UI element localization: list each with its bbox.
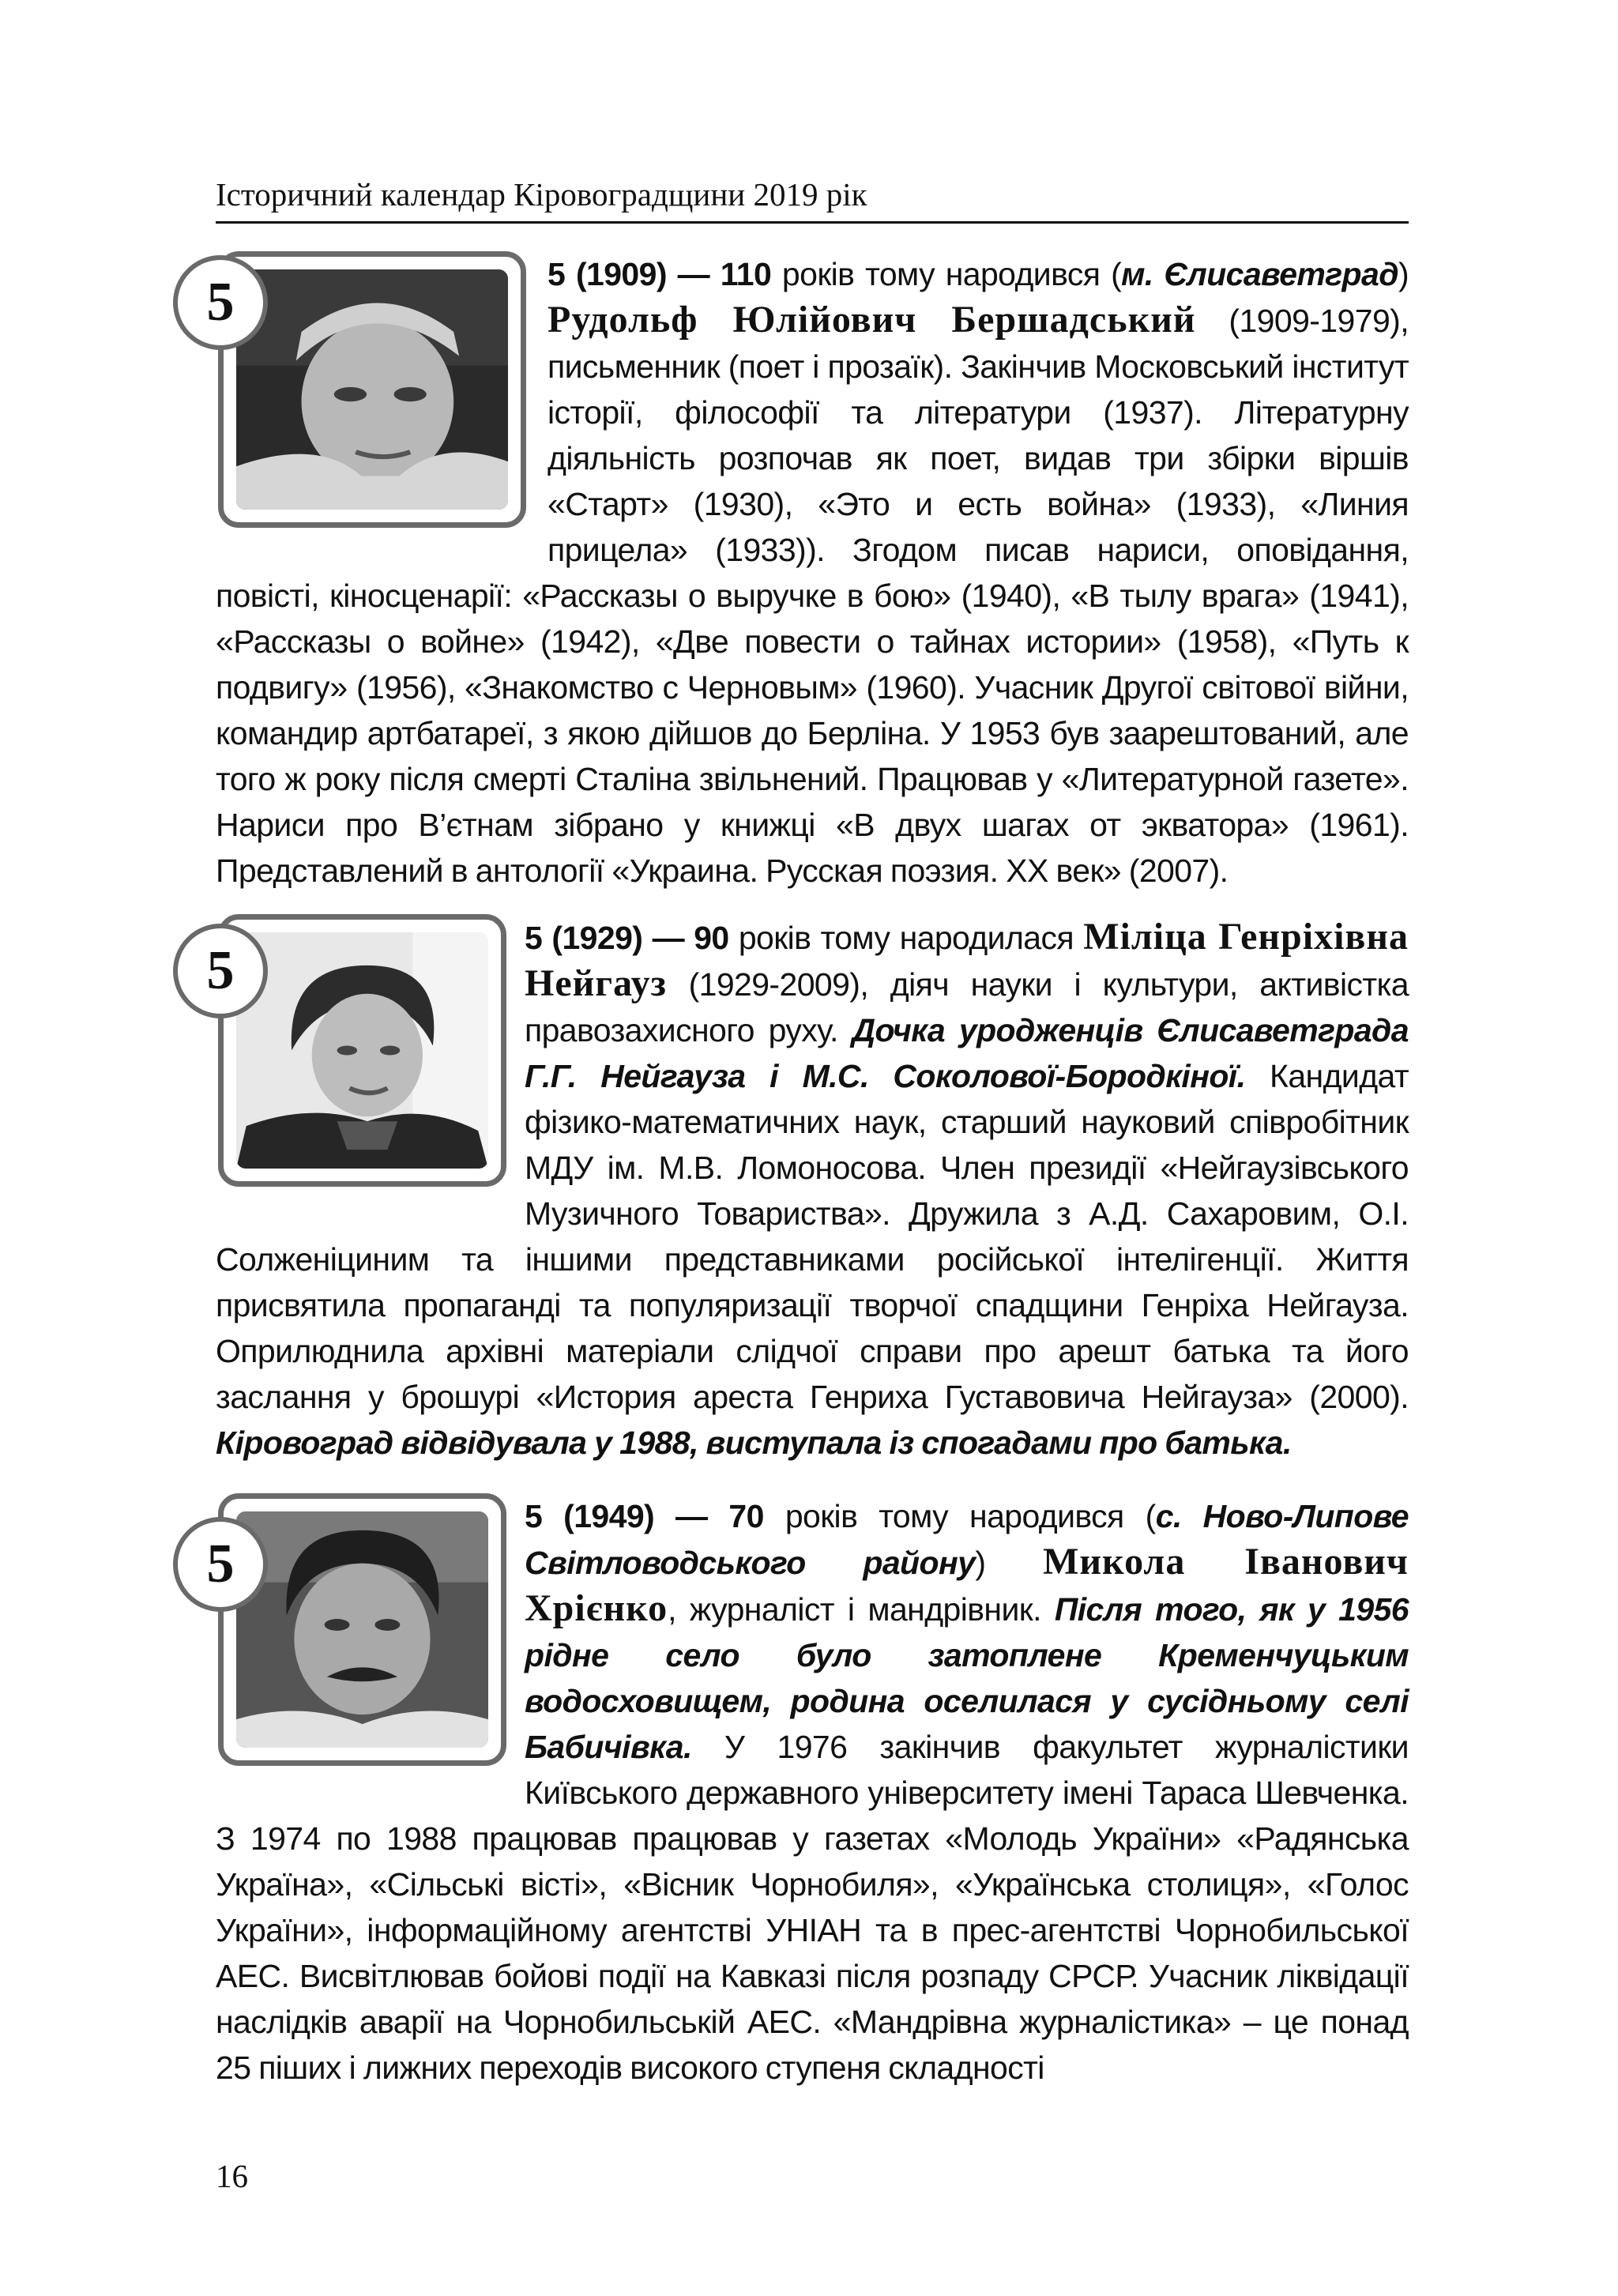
emphasis-text: Дочка уродженців Єлисаветграда Г.Г. Нейгауза і М.С. Соколової-Бородкіної.: [525, 1012, 1409, 1094]
page-number: 16: [216, 2158, 248, 2194]
date-lead: 5 (1909) — 110: [547, 256, 772, 292]
emphasis-text: Кіровоград відвідувала у 1988, виступала із спогадами про батька.: [216, 1425, 1292, 1461]
text-run: ): [1398, 256, 1409, 292]
text-run: років тому народилася: [728, 920, 1084, 956]
person-name: Микола Іванович Хрієнко: [525, 1541, 1409, 1629]
running-header: Історичний календар Кіровоградщини 2019 рік: [216, 172, 1409, 224]
date-lead: 5 (1929) — 90: [525, 920, 729, 956]
calendar-entry-neuhaus: [206, 914, 1409, 1466]
emphasis-text: Після того, як у 1956 рідне село було затоплене Кременчуцьким водосховищем, родина оселилася у сусідньому селі Бабичівка.: [525, 1591, 1409, 1765]
birth-place: с. Ново-Липове Світловодського району: [525, 1498, 1409, 1581]
portrait-photo: [236, 932, 488, 1169]
text-run: років тому народився (: [771, 256, 1122, 292]
portrait-photo: [236, 269, 508, 510]
text-run: У 1976 закінчив факультет журналістики Київського державного університету імені Тараса Шевченка. З 1974 по 1988 працював працював у газетах «Молодь України» «Радянська Україна», «Сільські вісті», «Вісник Чорнобиля», «Українська столиця», «Голос України», інформаційному агентстві УНІАН та в прес-агентстві Чорнобильської АЕС. Висвітлював бойові події на Кавказі після розпаду СРСР. Учасник ліквідації наслідків аварії на Чорнобильській АЕС. «Мандрівна журналістика» – це понад 25 піших і лижних переходів високого ступеня складності: [216, 1729, 1409, 2086]
text-run: Кандидат фізико-математичних наук, старший науковий співробітник МДУ ім. М.В. Ломоносова. Член президії «Нейгаузівського Музичного Товариства». Дружила з А.Д. Сахаровим, О.І. Солженіциним та іншими представниками російської інтелігенції. Життя присвятила пропаганді та популяризації творчої спадщини Генріха Нейгауза. Оприлюднила архівні матеріали слідчої справи про арешт батька та його заслання у брошурі «История ареста Генриха Густавовича Нейгауза» (2000).: [216, 1058, 1409, 1415]
birth-place: м. Єлисаветград: [1121, 256, 1398, 292]
day-badge: 5: [173, 924, 268, 1018]
portrait-photo: [236, 1511, 488, 1748]
day-badge: 5: [173, 255, 268, 350]
photo-frame: [218, 1493, 506, 1766]
person-name: Рудольф Юлійович Бершадський: [547, 299, 1196, 341]
text-run: (1929-2009), діяч науки і культури, активістка правозахисного руху.: [525, 966, 1409, 1048]
text-run: ): [975, 1545, 1044, 1581]
person-name: Міліца Генріхівна Нейгауз: [525, 916, 1409, 1004]
calendar-entry-khriienko: [206, 1493, 1409, 2091]
text-run: років тому народився (: [763, 1498, 1156, 1534]
date-lead: 5 (1949) — 70: [525, 1498, 764, 1534]
text-run: (1909-1979), письменник (поет і прозаїк). Закінчив Московський інститут історії, філософії та літератури (1937). Літературну діяльність розпочав як поет, видав три збірки віршів «Старт» (1930), «Это и есть война» (1933), «Линия прицела» (1933)). Згодом писав нариси, оповідання, повісті, кіносценарії: «Рассказы о выручке в бою» (1940), «В тылу врага» (1941), «Рассказы о войне» (1942), «Две повести о тайнах истории» (1958), «Путь к подвигу» (1956), «Знакомство с Черновым» (1960). Учасник Другої світової війни, командир артбатареї, з якою дійшов до Берліна. У 1953 був заарештований, але того ж року після смерті Сталіна звільнений. Працював у «Литературной газете». Нариси про В’єтнам зібрано у книжці «В двух шагах от экватора» (1961). Представлений в антології «Украина. Русская поэзия. ХХ век» (2007).: [216, 303, 1409, 889]
day-badge: 5: [173, 1517, 268, 1612]
calendar-entry-bershadsky: [206, 251, 1409, 894]
text-run: , журналіст і мандрівник.: [668, 1591, 1055, 1628]
photo-box: [216, 1493, 512, 1789]
